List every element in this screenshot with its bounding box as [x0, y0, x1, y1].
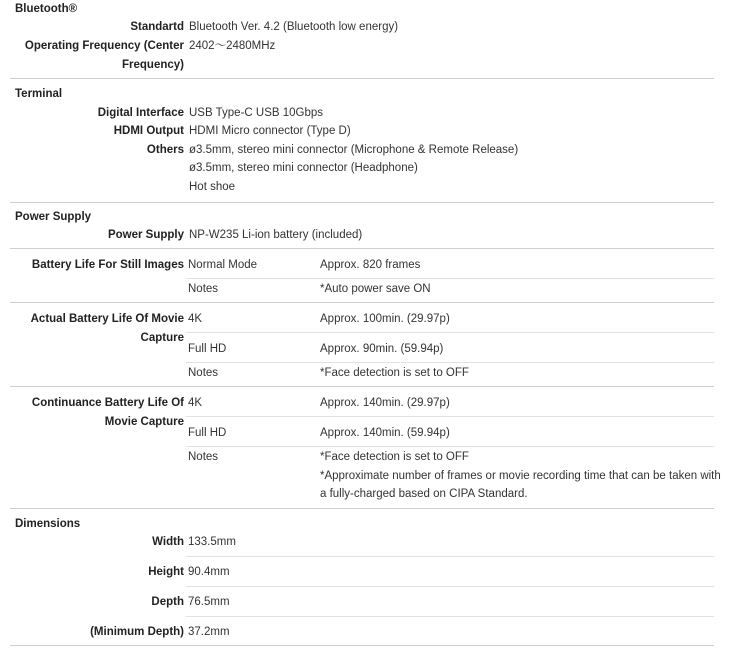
section-divider	[10, 248, 714, 249]
battery-movie-actual-value-1: Approx. 100min. (29.97p)	[320, 313, 450, 325]
spec-value-width: 133.5mm	[188, 536, 236, 548]
battery-movie-cont-mode-1: 4K	[188, 397, 203, 409]
battery-movie-cont-mode-3: Notes	[188, 451, 219, 463]
spec-label-frequency-line1: Operating Frequency (Center	[24, 40, 184, 52]
battery-movie-cont-value-3: *Face detection is set to OFF	[320, 451, 469, 463]
battery-movie-actual-mode-1: 4K	[188, 313, 203, 325]
battery-still-value-2: *Auto power save ON	[320, 283, 431, 295]
battery-still-mode-1: Normal Mode	[188, 259, 258, 271]
spec-value-standard: Bluetooth Ver. 4.2 (Bluetooth low energy)	[189, 21, 399, 33]
row-divider	[186, 556, 714, 557]
spec-value-digital-interface: USB Type-C USB 10Gbps	[189, 107, 324, 119]
spec-value-depth: 76.5mm	[188, 596, 230, 608]
battery-movie-actual-mode-2: Full HD	[188, 343, 227, 355]
battery-still-value-1: Approx. 820 frames	[320, 259, 421, 271]
spec-value-height: 90.4mm	[188, 566, 230, 578]
spec-label-battery-movie-actual-line1: Actual Battery Life Of Movie	[30, 313, 184, 325]
row-divider	[186, 362, 714, 363]
section-heading-terminal: Terminal	[15, 88, 63, 100]
section-heading-dimensions: Dimensions	[15, 518, 81, 530]
row-divider	[186, 416, 714, 417]
battery-movie-actual-mode-3: Notes	[188, 367, 219, 379]
battery-movie-cont-note-2: *Approximate number of frames or movie recording time that can be taken with	[320, 470, 721, 482]
section-divider	[10, 302, 714, 303]
spec-label-battery-movie-cont-line2: Movie Capture	[104, 416, 184, 428]
spec-value-frequency: 2402〜2480MHz	[189, 40, 276, 52]
spec-label-power-supply: Power Supply	[107, 229, 184, 241]
section-heading-bluetooth: Bluetooth®	[15, 3, 78, 15]
spec-value-others-3: Hot shoe	[189, 181, 236, 193]
spec-label-battery-movie-cont-line1: Continuance Battery Life Of	[31, 397, 184, 409]
section-divider	[10, 202, 714, 203]
spec-value-others-1: ø3.5mm, stereo mini connector (Microphone & Remote Release)	[189, 144, 519, 156]
spec-label-standard: Standartd	[130, 21, 184, 33]
spec-label-battery-still: Battery Life For Still Images	[31, 259, 184, 271]
spec-label-battery-movie-actual-line2: Capture	[140, 332, 184, 344]
spec-label-width: Width	[152, 536, 184, 548]
battery-movie-actual-value-2: Approx. 90min. (59.94p)	[320, 343, 444, 355]
battery-movie-actual-value-3: *Face detection is set to OFF	[320, 367, 469, 379]
section-heading-power-supply: Power Supply	[15, 211, 92, 223]
row-divider	[186, 332, 714, 333]
spec-label-depth: Depth	[151, 596, 184, 608]
spec-label-height: Height	[148, 566, 184, 578]
row-divider	[186, 616, 714, 617]
section-divider	[10, 78, 714, 79]
spec-value-power-supply: NP-W235 Li-ion battery (included)	[189, 229, 363, 241]
battery-movie-cont-value-2: Approx. 140min. (59.94p)	[320, 427, 450, 439]
section-divider	[10, 386, 714, 387]
spec-label-minimum-depth: (Minimum Depth)	[90, 626, 184, 638]
row-divider	[186, 278, 714, 279]
spec-value-others-2: ø3.5mm, stereo mini connector (Headphone)	[189, 162, 418, 174]
battery-movie-cont-mode-2: Full HD	[188, 427, 227, 439]
row-divider	[186, 446, 714, 447]
row-divider	[186, 586, 714, 587]
section-divider	[10, 645, 714, 646]
spec-label-others: Others	[146, 144, 184, 156]
battery-movie-cont-value-1: Approx. 140min. (29.97p)	[320, 397, 450, 409]
spec-value-hdmi-output: HDMI Micro connector (Type D)	[189, 125, 351, 137]
battery-movie-cont-note-3: a fully-charged based on CIPA Standard.	[320, 488, 528, 500]
section-divider	[10, 508, 714, 509]
spec-label-digital-interface: Digital Interface	[97, 107, 184, 119]
spec-value-minimum-depth: 37.2mm	[188, 626, 230, 638]
battery-still-mode-2: Notes	[188, 283, 219, 295]
spec-label-frequency-line2: Frequency)	[122, 59, 184, 71]
spec-label-hdmi-output: HDMI Output	[113, 125, 184, 137]
